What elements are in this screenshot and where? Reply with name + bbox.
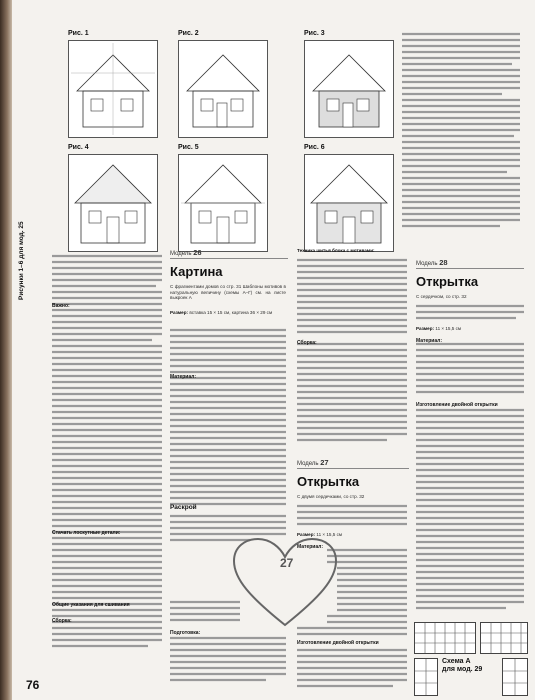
technique-title: Техника шитья блока с мотивами: [297, 248, 375, 253]
model-26-materials-label: Материал: [170, 374, 196, 380]
model-27-label: Модель 27 [297, 458, 329, 467]
house-drawing-3 [305, 41, 393, 137]
model-27-rule [297, 468, 409, 469]
figure-6 [304, 154, 394, 252]
schema-label [442, 658, 482, 674]
page-number: 76 [26, 678, 40, 692]
figure-4-label: Рис. 4 [68, 144, 89, 151]
figure-6-label: Рис. 6 [304, 144, 325, 151]
right-top-text-block [402, 30, 522, 240]
figure-2 [178, 40, 268, 138]
model-28-text [416, 302, 526, 622]
model-26-size: Размер: вставка 15 × 15 см, картина 36 × 29 см [170, 310, 273, 315]
model-28-rule [416, 268, 524, 269]
figure-5-label: Рис. 5 [178, 144, 199, 151]
text-lines [297, 256, 409, 456]
model-28-size: Размер: 11 × 15,5 см [416, 326, 462, 331]
heart-number: 27 [280, 556, 294, 570]
grid-lines [415, 623, 475, 653]
schema-grid-1 [414, 622, 476, 654]
model-26-title: Картина [170, 264, 223, 279]
grid-lines [415, 659, 437, 695]
model-26-label: Модель 26 [170, 248, 202, 257]
figure-5 [178, 154, 268, 252]
heart-outline-icon [230, 535, 340, 630]
general-instructions-label: Общие указания для сшивания [52, 602, 130, 608]
page-edge-shadow [0, 0, 12, 700]
house-drawing-4 [69, 155, 157, 251]
important-label: Важно: [52, 303, 70, 309]
schema-label-line2: для мод. 29 [442, 666, 483, 673]
text-lines [52, 252, 164, 672]
schema-grid-4 [502, 658, 528, 696]
model-27-size: Размер: 11 × 15,5 см [297, 532, 343, 537]
technique-assembly-label: Сборка: [297, 340, 317, 346]
model-28-making-title: Изготовление двойной открытки [416, 402, 498, 408]
figure-1 [68, 40, 158, 138]
house-drawing-2 [179, 41, 267, 137]
house-drawing-5 [179, 155, 267, 251]
model-26-prep-label: Подготовка: [170, 630, 201, 636]
figure-3-label: Рис. 3 [304, 30, 325, 37]
model-28-label: Модель 28 [416, 258, 448, 267]
figure-3 [304, 40, 394, 138]
model-28-materials-label: Материал: [416, 338, 442, 344]
grid-lines [503, 659, 527, 695]
model-28-intro: С сердечком, со стр. 32 [416, 294, 467, 299]
left-column-text [52, 252, 164, 672]
schema-grid-2 [480, 622, 528, 654]
figure-4 [68, 154, 158, 252]
house-drawing-1 [69, 41, 157, 137]
figure-1-label: Рис. 1 [68, 30, 89, 37]
house-drawing-6 [305, 155, 393, 251]
model-27-making-title: Изготовление двойной открытки [297, 640, 379, 646]
grid-lines [481, 623, 527, 653]
figure-2-label: Рис. 2 [178, 30, 199, 37]
schema-label-line1: Схема А [442, 658, 471, 665]
model-28-title: Открытка [416, 274, 479, 289]
text-lines [402, 30, 522, 240]
technique-text [297, 256, 409, 456]
magazine-page [12, 0, 535, 700]
stitching-label: Стачать лоскутные детали: [52, 530, 121, 536]
side-caption: Рисунки 1–6 для мод. 25 [18, 221, 25, 300]
model-26-cutting-title: Раскрой [170, 504, 197, 511]
model-27-intro: С двумя сердечками, со стр. 32 [297, 494, 365, 499]
text-lines [416, 302, 526, 622]
model-27-title: Открытка [297, 474, 360, 489]
model-26-intro: С фрагментами домов со стр. 31 Шаблоны мотивов в натуральную величину (схемы А–Г) см. на листе выкроек А [170, 284, 286, 301]
model-27-materials-label: Материал: [297, 544, 323, 550]
model-26-rule [170, 258, 288, 259]
left-assembly-label: Сборка: [52, 618, 72, 624]
schema-grid-3 [414, 658, 438, 696]
